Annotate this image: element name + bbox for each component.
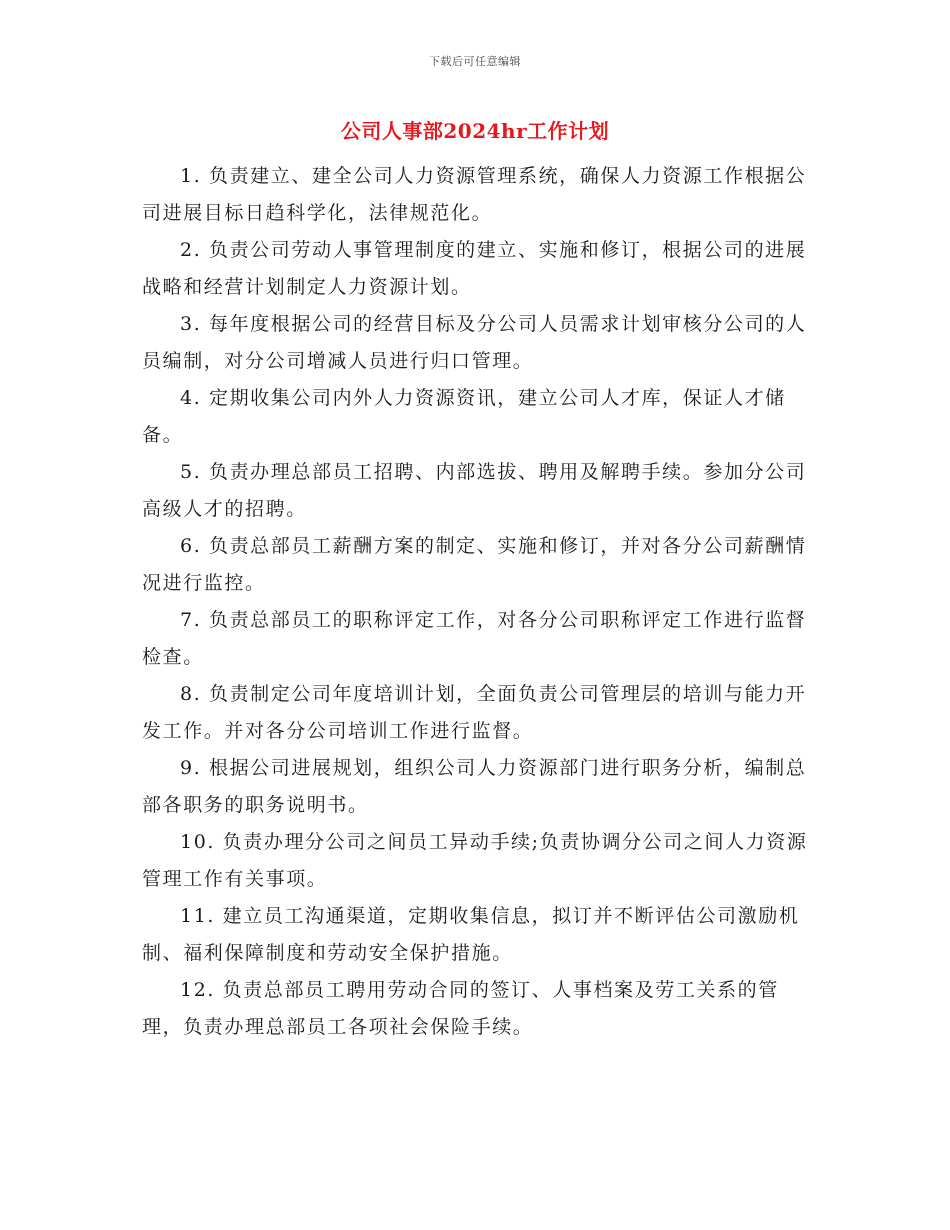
page-header-note: 下载后可任意编辑 xyxy=(429,55,521,68)
list-item-5: 5. 负责办理总部员工招聘、内部选拔、聘用及解聘手续。参加分公司高级人才的招聘。 xyxy=(142,461,807,520)
list-item-4: 4. 定期收集公司内外人力资源资讯，建立公司人才库，保证人才储备。 xyxy=(142,387,786,446)
list-item-8: 8. 负责制定公司年度培训计划，全面负责公司管理层的培训与能力开发工作。并对各分公司培训工作进行监督。 xyxy=(142,683,807,742)
document-title: 公司人事部2024hr工作计划 xyxy=(340,119,610,143)
list-item-7: 7. 负责总部员工的职称评定工作，对各分公司职称评定工作进行监督检查。 xyxy=(142,609,807,668)
list-item-2: 2. 负责公司劳动人事管理制度的建立、实施和修订，根据公司的进展战略和经营计划制定人力资源计划。 xyxy=(142,239,807,298)
list-item-3: 3. 每年度根据公司的经营目标及分公司人员需求计划审核分公司的人员编制，对分公司增减人员进行归口管理。 xyxy=(142,313,807,372)
list-item-12: 12. 负责总部员工聘用劳动合同的签订、人事档案及劳工关系的管理，负责办理总部员工各项社会保险手续。 xyxy=(142,979,779,1038)
document-body xyxy=(142,158,808,1046)
list-item-10: 10. 负责办理分公司之间员工异动手续;负责协调分公司之间人力资源管理工作有关事项。 xyxy=(142,831,808,890)
list-item-6: 6. 负责总部员工薪酬方案的制定、实施和修订，并对各分公司薪酬情况进行监控。 xyxy=(142,535,807,594)
list-item-11: 11. 建立员工沟通渠道，定期收集信息，拟订并不断评估公司激励机制、福利保障制度和劳动安全保护措施。 xyxy=(142,905,800,964)
list-item-1: 1. 负责建立、建全公司人力资源管理系统，确保人力资源工作根据公司进展目标日趋科学化，法律规范化。 xyxy=(142,165,807,224)
list-item-9: 9. 根据公司进展规划，组织公司人力资源部门进行职务分析，编制总部各职务的职务说明书。 xyxy=(142,757,807,816)
